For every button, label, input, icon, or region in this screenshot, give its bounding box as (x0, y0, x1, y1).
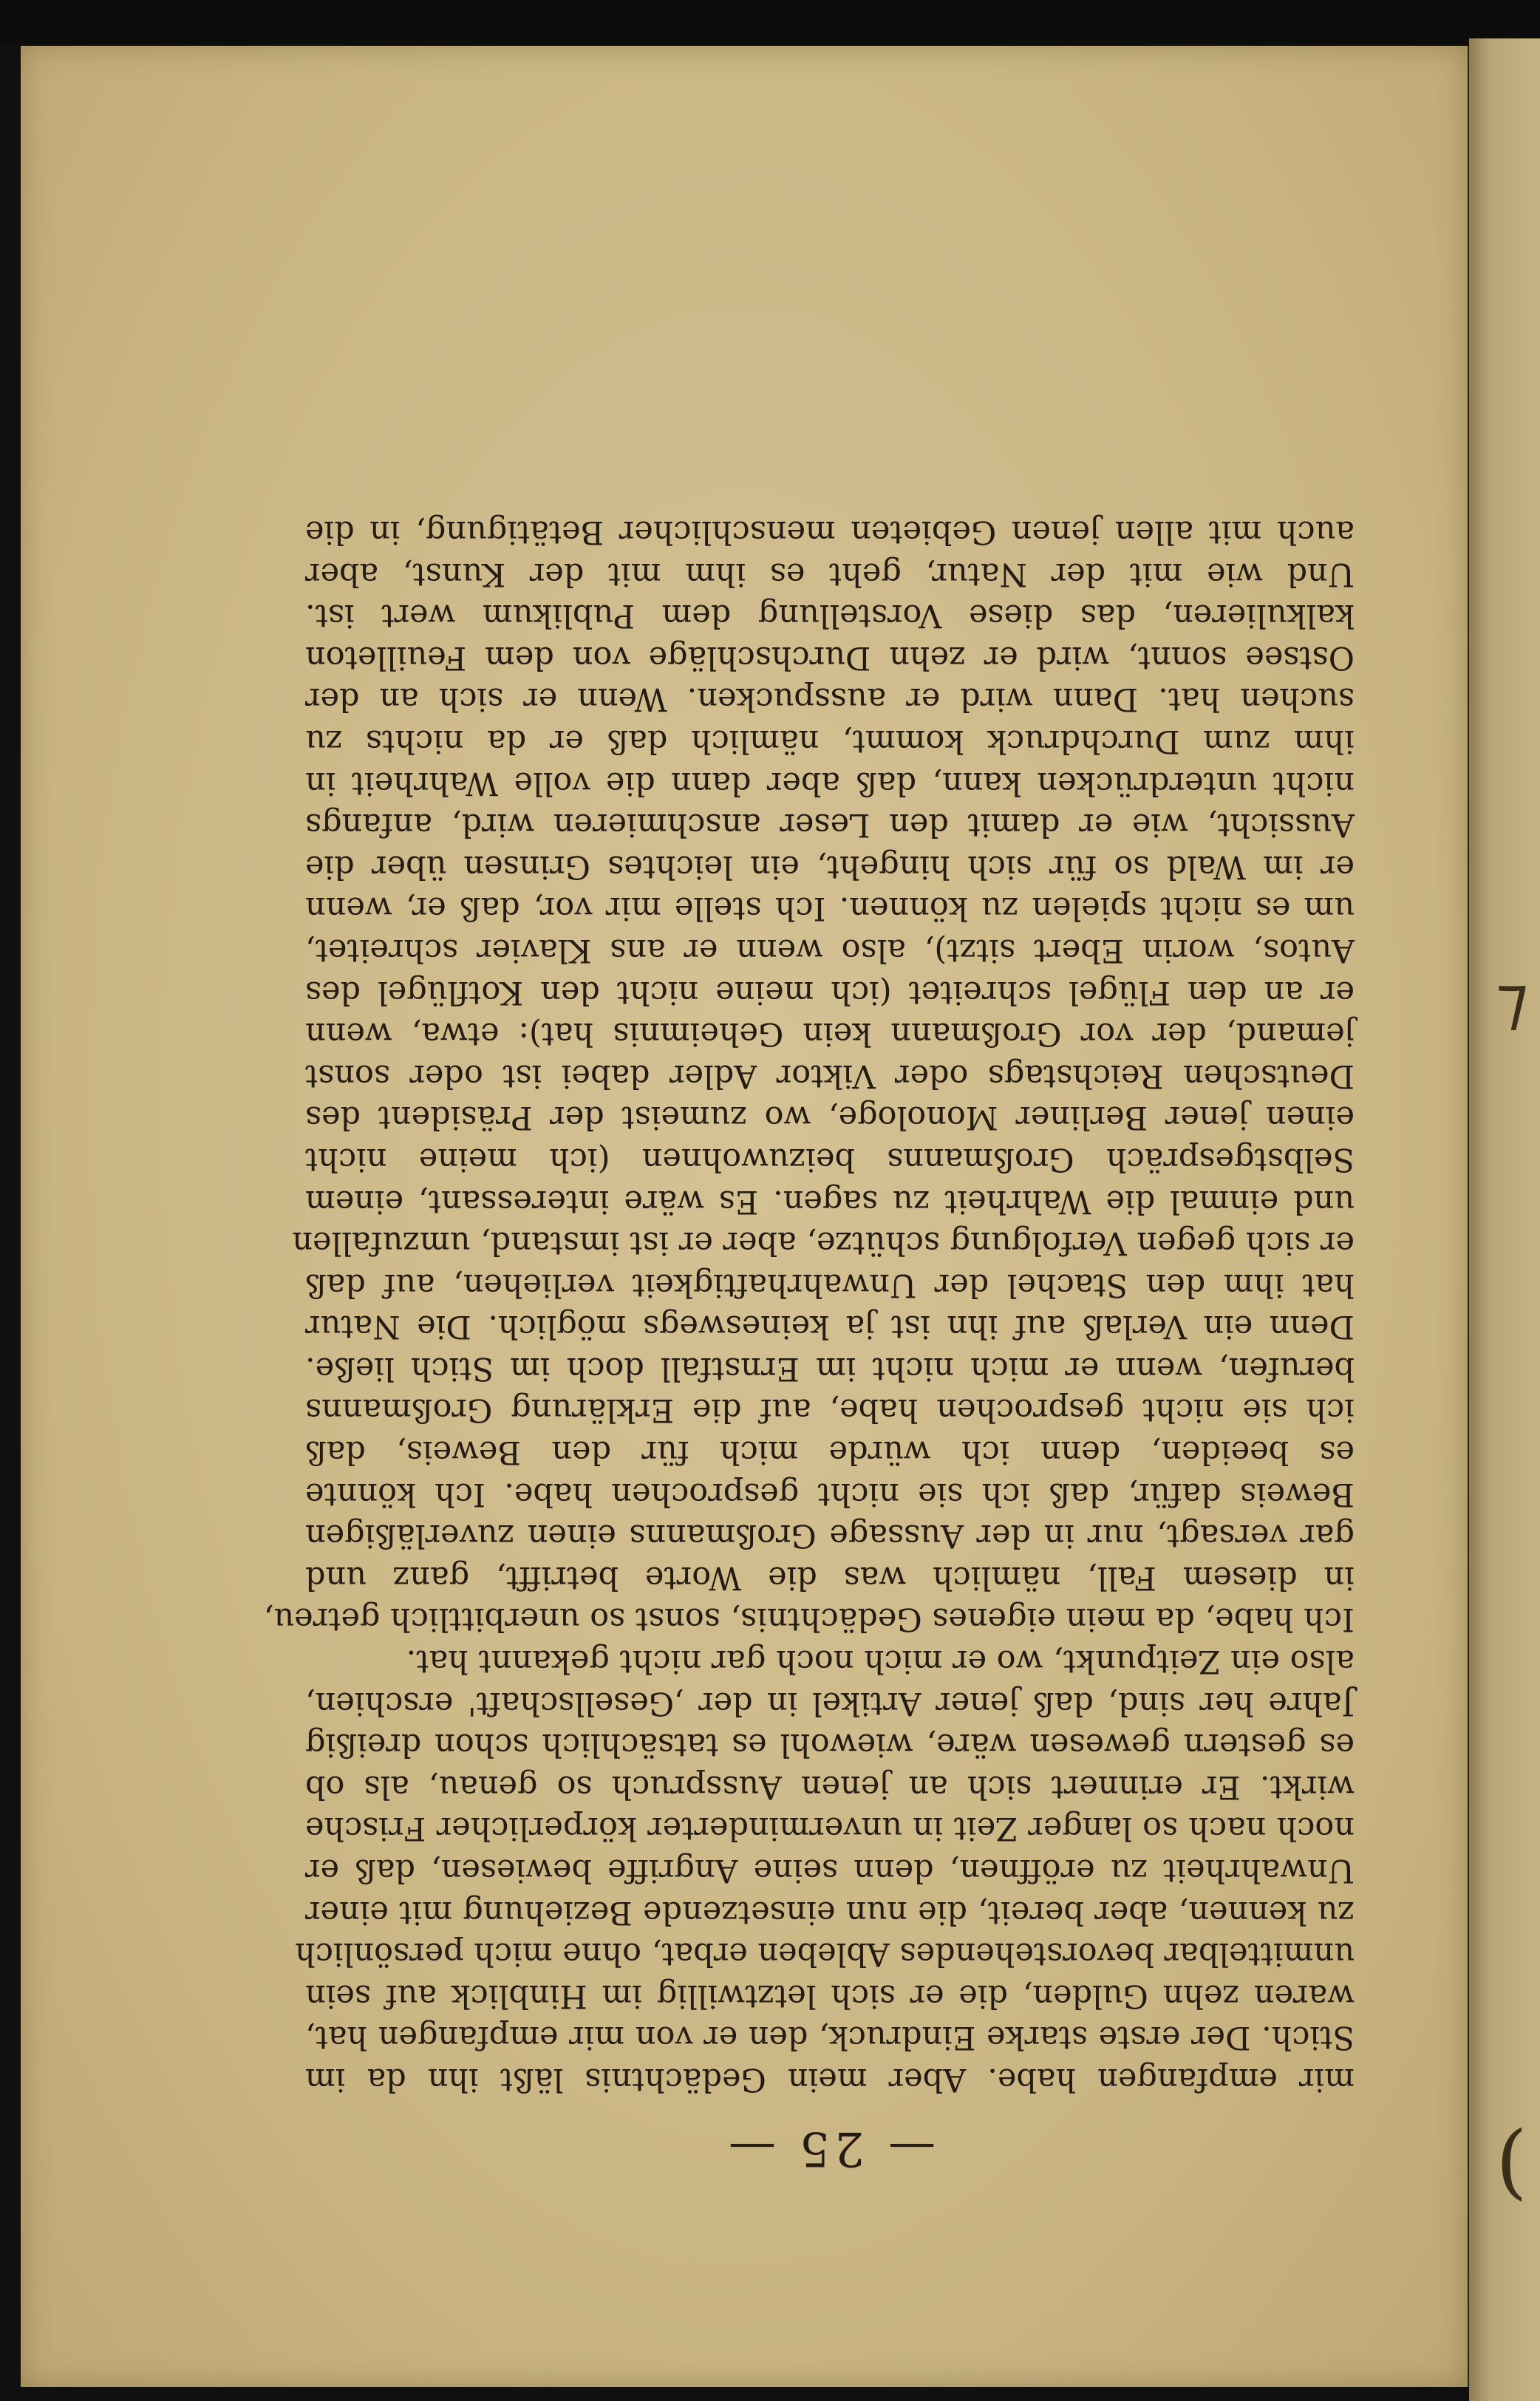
pencil-stroke-icon: ( (1496, 2114, 1527, 2208)
page-number: — 25 — (723, 2121, 936, 2176)
adjacent-page-edge (1469, 38, 1540, 2401)
text-line: Denn ein Verlaß auf ihn ist ja keineswegs möglich. Die Natur (305, 1308, 1355, 1346)
upside-down-text-block (263, 514, 1355, 2196)
text-line: berufen, wenn er mich nicht im Ernstfall doch im Stich ließe. (305, 1349, 1355, 1387)
text-line: waren zehn Gulden, die er sich letztwillig im Hinblick auf sein (305, 1977, 1355, 2015)
text-line: Unwahrheit zu eröffnen, denn seine Angriffe bewiesen, daß er (305, 1852, 1355, 1890)
text-line: um es nicht spielen zu können. Ich stelle mir vor, daß er, wenn (305, 890, 1355, 927)
text-line: kalkulieren, das diese Vorstellung dem Publikum wert ist. (305, 597, 1355, 635)
pencil-mark-icon: ⁊ (1496, 961, 1529, 1038)
scan-background-top (0, 0, 1540, 44)
text-line: Jahre her sind, daß jener Artikel in der ‚Gesellschaft' erschien, (305, 1684, 1355, 1722)
text-line: und einmal die Wahrheit zu sagen. Es wäre interessant, einem (305, 1182, 1355, 1220)
text-line: er im Wald so für sich hingeht, ein leichtes Grinsen über die (305, 848, 1355, 885)
text-line: Und wie mit der Natur, geht es ihm mit der Kunst, aber (305, 555, 1355, 593)
text-line: Selbstgespräch Großmanns beizuwohnen (ich meine nicht (305, 1140, 1355, 1178)
text-line: auch mit allen jenen Gebieten menschlicher Betätigung, in die (305, 514, 1355, 551)
text-line: er sich gegen Verfolgung schütze, aber er ist imstand, umzufallen (292, 1225, 1355, 1262)
text-line: zu kennen, aber bereit, die nun einsetzende Beziehung mit einer (305, 1893, 1355, 1931)
text-line: hat ihm den Stachel der Unwahrhaftigkeit verliehen, auf daß (305, 1266, 1355, 1304)
text-line: gar versagt, nur in der Aussage Großmanns einen zuverläßigen (305, 1517, 1355, 1555)
book-page (21, 46, 1471, 2387)
text-line: Aussicht, wie er damit den Leser anschmieren wird, anfangs (305, 806, 1355, 844)
text-line: in diesem Fall, nämlich was die Worte betrifft, ganz und (305, 1559, 1355, 1596)
text-line: also ein Zeitpunkt, wo er mich noch gar nicht gekannt hat. (406, 1643, 1355, 1680)
text-line: unmittelbar bevorstehendes Ableben erbat, ohne mich persönlich (295, 1935, 1355, 1973)
text-line: wirkt. Er erinnert sich an jenen Ausspruch so genau, als ob (305, 1768, 1355, 1805)
text-line: ihm zum Durchdruck kommt, nämlich daß er da nichts zu (305, 723, 1355, 760)
text-line: es beeiden, denn ich würde mich für den Beweis, daß (305, 1434, 1355, 1471)
text-line: suchen hat. Dann wird er ausspucken. Wenn er sich an der (305, 681, 1355, 718)
text-line: Ich habe, da mein eigenes Gedächtnis, sonst so unerbittlich getreu, (263, 1601, 1355, 1638)
text-line: Ostsee sonnt, wird er zehn Durchschläge von dem Feuilleton (305, 638, 1355, 676)
text-line: Deutschen Reichstags oder Viktor Adler dabei ist oder sonst (305, 1057, 1355, 1094)
text-line: Beweis dafür, daß ich sie nicht gesprochen habe. Ich könnte (305, 1475, 1355, 1513)
text-line: noch nach so langer Zeit in unverminderter körperlicher Frische (305, 1810, 1355, 1847)
text-line: mir empfangen habe. Aber mein Gedächtnis läßt ihn da im (305, 2061, 1355, 2098)
text-line: einen jener Berliner Monologe, wo zumeist der Präsident des (305, 1099, 1355, 1137)
text-line: ich sie nicht gesprochen habe, auf die Erklärung Großmanns (305, 1392, 1355, 1429)
text-line: Stich. Der erste starke Eindruck, den er von mir empfangen hat, (305, 2019, 1355, 2057)
text-line: jemand, der vor Großmann kein Geheimnis hat): etwa, wenn (305, 1015, 1355, 1053)
text-line: Autos, worin Ebert sitzt), also wenn er ans Klavier schreitet, (305, 931, 1355, 969)
text-line: er an den Flügel schreitet (ich meine nicht den Kotflügel des (305, 973, 1355, 1011)
text-line: es gestern gewesen wäre, wiewohl es tatsächlich schon dreißig (305, 1726, 1355, 1764)
text-line: nicht unterdrücken kann, daß aber dann die volle Wahrheit in (305, 764, 1355, 802)
